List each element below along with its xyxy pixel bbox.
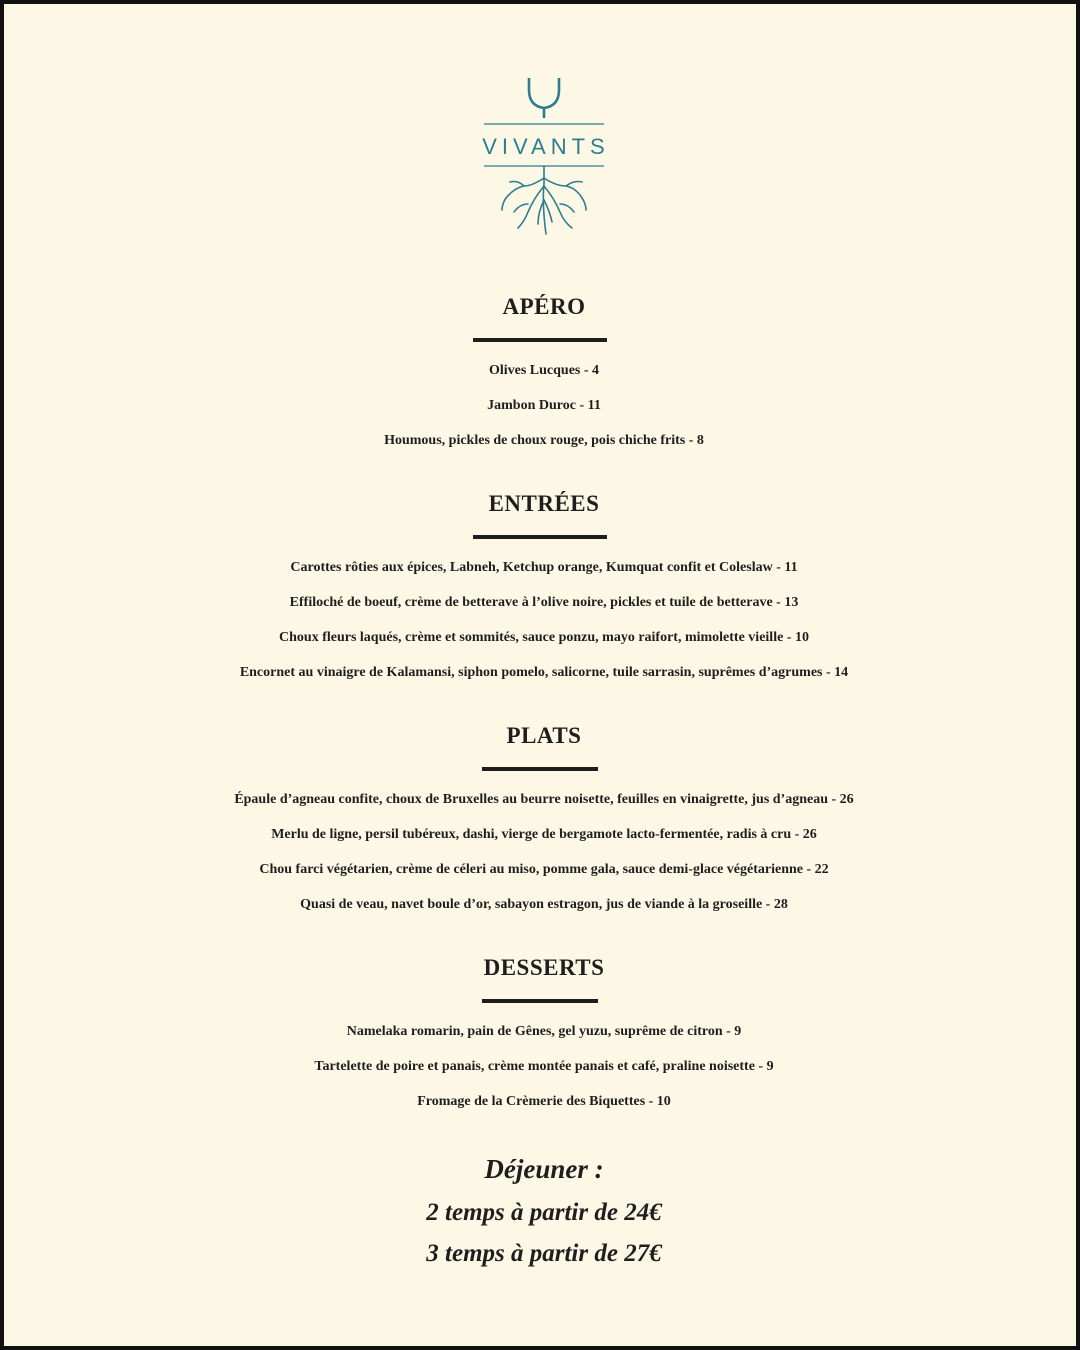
section-title-entrees: ENTRÉES [488, 491, 600, 516]
roots-icon [484, 164, 604, 244]
section-rule [473, 535, 607, 539]
section-title-apero: APÉRO [502, 294, 586, 319]
section-title-desserts: DESSERTS [483, 955, 605, 980]
menu-item: Choux fleurs laqués, crème et sommités, sauce ponzu, mayo raifort, mimolette vieille - 10 [279, 630, 809, 645]
menu-item: Fromage de la Crèmerie des Biquettes - 10 [417, 1094, 671, 1109]
menu-item: Jambon Duroc - 11 [487, 398, 601, 413]
menu-item: Houmous, pickles de choux rouge, pois chiche frits - 8 [384, 433, 704, 448]
logo [4, 76, 1080, 244]
lunch-line: 2 temps à partir de 24€ [426, 1199, 662, 1226]
menu-item: Encornet au vinaigre de Kalamansi, siphon pomelo, salicorne, tuile sarrasin, suprêmes d’agrumes - 14 [239, 665, 849, 680]
lunch-title: Déjeuner : [484, 1154, 604, 1184]
menu-item: Olives Lucques - 4 [488, 363, 600, 378]
menu-item: Carottes rôties aux épices, Labneh, Ketchup orange, Kumquat confit et Coleslaw - 11 [290, 560, 798, 575]
section-items-apero [4, 353, 1080, 458]
menu-item: Namelaka romarin, pain de Gênes, gel yuzu, suprême de citron - 9 [346, 1024, 742, 1039]
section-rule [482, 999, 598, 1003]
menu-item: Merlu de ligne, persil tubéreux, dashi, vierge de bergamote lacto-fermentée, radis à cru - 26 [271, 827, 817, 842]
menu-item: Quasi de veau, navet boule d’or, sabayon estragon, jus de viande à la groseille - 28 [300, 897, 788, 912]
menu-item: Effiloché de boeuf, crème de betterave à l’olive noire, pickles et tuile de betterave - 13 [289, 595, 799, 610]
logo-top-rule [484, 118, 604, 128]
menu-item: Tartelette de poire et panais, crème montée panais et café, praline noisette - 9 [314, 1059, 774, 1074]
section-rule [482, 767, 598, 771]
wine-glass-icon [519, 76, 569, 118]
section-items-entrees [4, 550, 1080, 690]
lunch-line: 3 temps à partir de 27€ [426, 1240, 662, 1267]
section-items-plats [4, 782, 1080, 922]
section-items-desserts [4, 1014, 1080, 1119]
menu-item: Épaule d’agneau confite, choux de Bruxelles au beurre noisette, feuilles en vinaigrette, jus d’agneau - 26 [234, 792, 854, 807]
menu-item: Chou farci végétarien, crème de céleri au miso, pomme gala, sauce demi-glace végétarienne - 22 [259, 862, 829, 877]
section-rule [473, 338, 607, 342]
section-title-plats: PLATS [506, 723, 582, 748]
logo-wordmark: VIVANTS [482, 134, 610, 159]
